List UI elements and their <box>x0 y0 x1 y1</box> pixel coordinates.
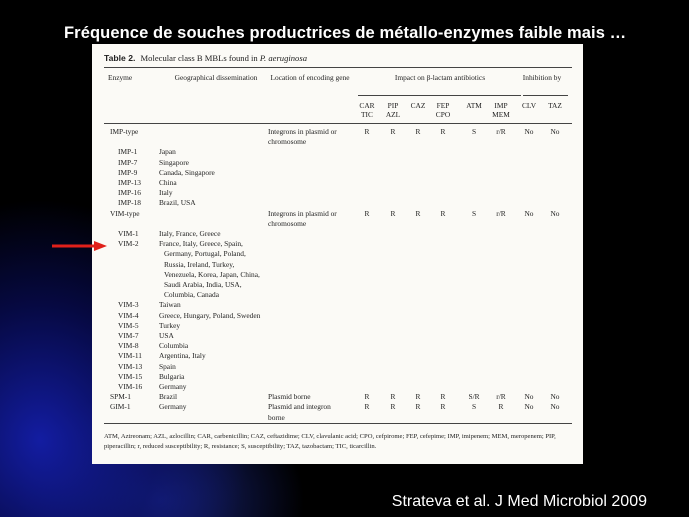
value-cell: R <box>364 127 370 136</box>
value-cell: R <box>390 208 396 218</box>
location-cell: chromosome <box>268 137 307 147</box>
value-cell: R <box>390 127 396 136</box>
geo-cell: Columbia, Canada <box>164 290 220 300</box>
enzyme-cell: VIM-13 <box>118 361 143 371</box>
enzyme-cell: VIM-11 <box>118 351 142 361</box>
subheader-cell: PIP AZL <box>385 101 401 119</box>
location-cell: Integrons in plasmid or <box>268 208 337 218</box>
enzyme-cell: IMP-1 <box>118 147 138 157</box>
value-cell: R <box>415 392 421 402</box>
geo-cell: Columbia <box>159 341 189 351</box>
value-cell: r/R <box>496 208 506 218</box>
value-cell: R <box>364 392 370 402</box>
geo-cell: Russia, Ireland, Turkey, <box>164 259 235 269</box>
table-caption-label: Table 2. <box>104 53 136 63</box>
enzyme-cell: VIM-1 <box>118 229 139 238</box>
enzyme-cell: VIM-8 <box>118 341 139 351</box>
value-cell: No <box>524 208 534 218</box>
value-cell: R <box>440 392 446 402</box>
impact-subrule <box>358 95 521 96</box>
geo-cell: Singapore <box>159 157 189 167</box>
header-inhibition: Inhibition by <box>522 73 562 82</box>
geo-cell: Brazil <box>159 392 178 402</box>
geo-cell: Italy <box>159 188 173 198</box>
slide-title: Fréquence de souches productrices de métallo-enzymes faible mais … <box>64 24 627 42</box>
value-cell: No <box>550 127 560 136</box>
geo-cell: Turkey <box>159 320 181 330</box>
enzyme-cell: VIM-15 <box>118 371 143 381</box>
enzyme-cell: IMP-16 <box>118 188 141 198</box>
enzyme-cell: SPM-1 <box>110 392 131 402</box>
table-image <box>92 44 583 464</box>
enzyme-cell: GIM-1 <box>110 402 131 412</box>
geo-cell: Italy, France, Greece <box>159 229 221 238</box>
value-cell: No <box>524 392 534 402</box>
header-bottom-rule <box>104 123 572 124</box>
value-cell: No <box>550 402 560 412</box>
location-cell: Integrons in plasmid or <box>268 127 337 136</box>
geo-cell: Venezuela, Korea, Japan, China, <box>164 269 260 279</box>
location-cell: Plasmid borne <box>268 392 311 402</box>
location-cell: Plasmid and integron <box>268 402 331 412</box>
value-cell: R <box>364 402 370 412</box>
table-footnote: ATM, Aztreonam; AZL, azlocillin; CAR, carbenicillin; CAZ, ceftazidime; CLV, clavulanic acid; CPO, cefpirome; FEP, cefepime; IMP, imipenem; MEM, meropenem; PIP, piperacillin; r, reduced susceptibility; R, resistance; S, susceptibility; TAZ, tazobactam; TIC, ticarcillin. <box>104 433 556 450</box>
subheader-cell: IMP MEM <box>492 101 510 119</box>
value-cell: R <box>440 402 446 412</box>
value-cell: S <box>471 127 477 136</box>
geo-cell: Japan <box>159 147 176 157</box>
geo-cell: Greece, Hungary, Poland, Sweden <box>159 310 261 320</box>
header-impact: Impact on β-lactam antibiotics <box>394 73 486 82</box>
subheader-cell: CAR TIC <box>359 101 375 119</box>
value-cell: R <box>440 208 446 218</box>
geo-cell: Argentina, Italy <box>159 351 206 361</box>
enzyme-cell: VIM-2 <box>118 239 139 249</box>
geo-cell: Canada, Singapore <box>159 167 215 177</box>
geo-cell: China <box>159 178 177 187</box>
value-cell: R <box>440 127 446 136</box>
enzyme-cell: IMP-9 <box>118 167 138 177</box>
value-cell: r/R <box>496 392 506 402</box>
table-caption-organism: P. aeruginosa <box>259 53 308 63</box>
location-cell: borne <box>268 412 285 422</box>
value-cell: r/R <box>496 127 506 136</box>
subheader-cell: FEP CPO <box>435 101 451 119</box>
table-caption-text: Molecular class B MBLs found in <box>140 53 258 63</box>
value-cell: No <box>550 208 560 218</box>
geo-cell: Germany, Portugal, Poland, <box>164 249 246 259</box>
red-arrow-icon <box>52 240 108 252</box>
header-location: Location of encoding gene <box>270 73 350 82</box>
value-cell: R <box>415 208 421 218</box>
enzyme-cell: VIM-4 <box>118 310 139 320</box>
subheader-cell: CAZ <box>410 101 426 110</box>
location-cell: chromosome <box>268 218 307 228</box>
value-cell: R <box>390 402 396 412</box>
subheader-cell: TAZ <box>548 101 562 110</box>
value-cell: S <box>471 208 477 218</box>
enzyme-cell: IMP-7 <box>118 157 138 167</box>
value-cell: No <box>524 127 534 136</box>
enzyme-cell: VIM-16 <box>118 382 143 391</box>
value-cell: No <box>550 392 560 402</box>
geo-cell: Germany <box>159 402 187 412</box>
table-top-rule <box>104 67 572 68</box>
geo-cell: Bulgaria <box>159 371 185 381</box>
inhibition-subrule <box>523 95 568 96</box>
geo-cell: Brazil, USA <box>159 198 196 208</box>
geo-cell: France, Italy, Greece, Spain, <box>159 239 243 249</box>
header-enzyme: Enzyme <box>108 73 133 82</box>
table-caption <box>104 53 307 63</box>
enzyme-cell: VIM-7 <box>118 331 139 340</box>
enzyme-cell: IMP-18 <box>118 198 141 208</box>
value-cell: S/R <box>468 392 480 402</box>
enzyme-cell: VIM-5 <box>118 320 139 330</box>
value-cell: R <box>364 208 370 218</box>
geo-cell: Taiwan <box>159 300 181 310</box>
value-cell: No <box>524 402 534 412</box>
enzyme-cell: VIM-type <box>110 208 140 218</box>
subheader-cell: CLV <box>521 101 537 110</box>
geo-cell: Saudi Arabia, India, USA, <box>164 280 242 289</box>
value-cell: R <box>498 402 504 412</box>
citation: Strateva et al. J Med Microbiol 2009 <box>391 493 647 510</box>
value-cell: R <box>415 127 421 136</box>
value-cell: R <box>415 402 421 412</box>
geo-cell: Spain <box>159 361 176 371</box>
table-bottom-rule <box>104 423 572 424</box>
value-cell: S <box>471 402 477 412</box>
header-geo: Geographical dissemination <box>174 73 258 82</box>
geo-cell: USA <box>159 331 174 340</box>
value-cell: R <box>390 392 396 402</box>
geo-cell: Germany <box>159 382 187 391</box>
subheader-cell: ATM <box>466 101 482 110</box>
enzyme-cell: IMP-type <box>110 127 139 136</box>
enzyme-cell: VIM-3 <box>118 300 139 310</box>
enzyme-cell: IMP-13 <box>118 178 141 187</box>
